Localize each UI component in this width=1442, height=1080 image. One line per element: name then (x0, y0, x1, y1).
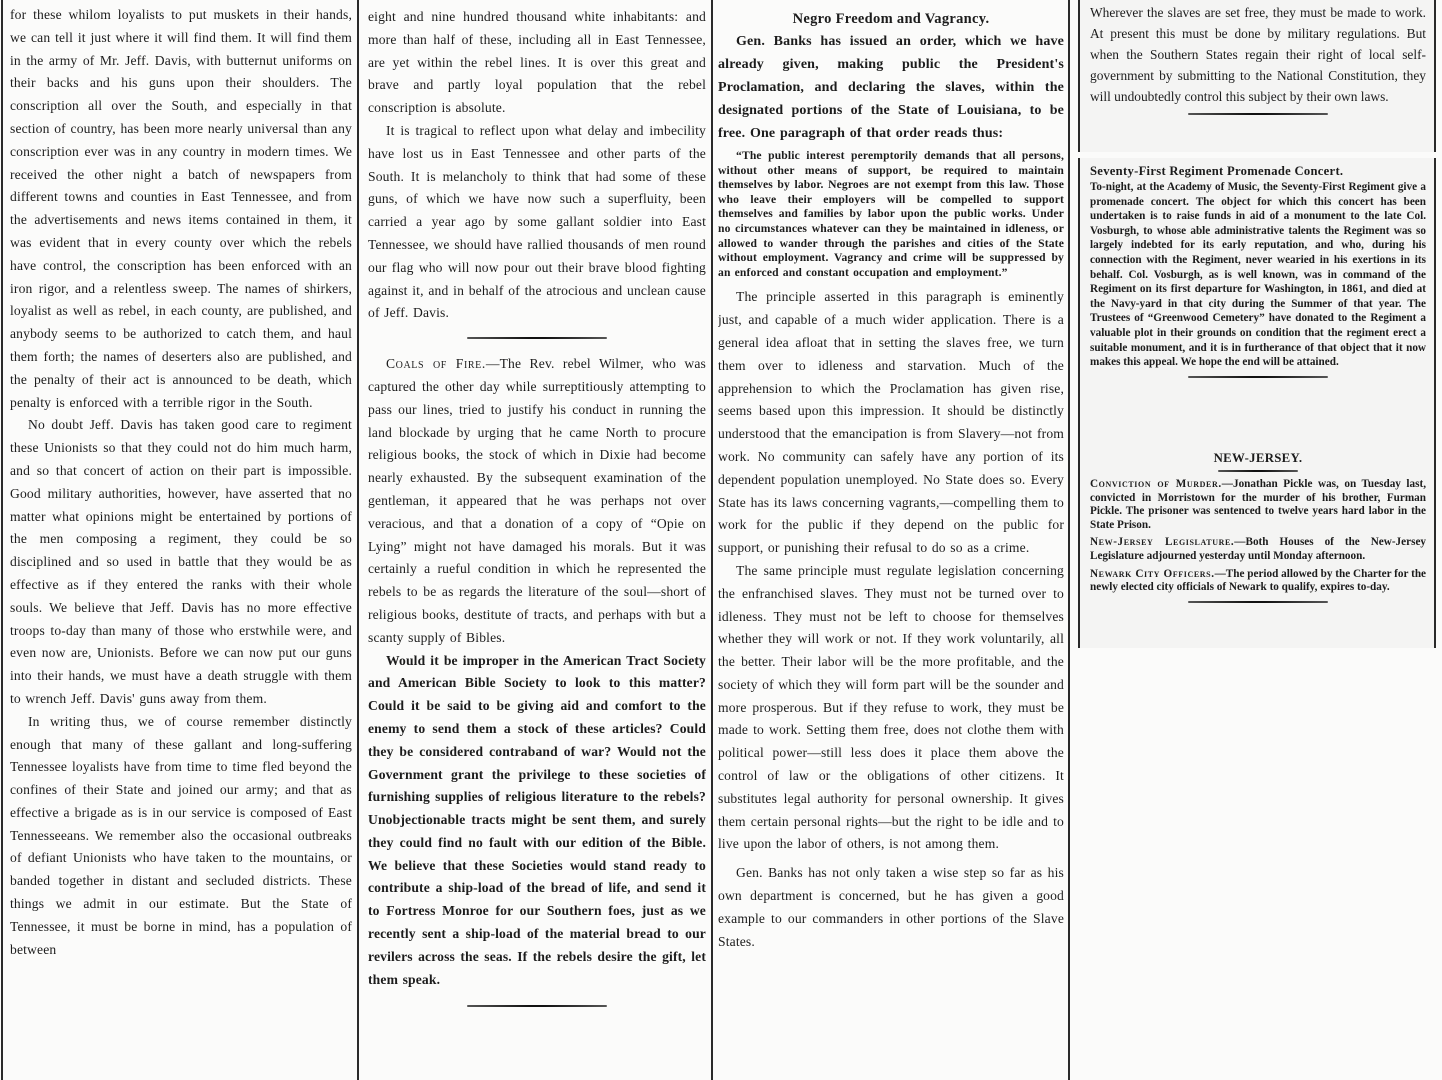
section-divider (467, 337, 607, 339)
section-headline-new-jersey: NEW-JERSEY. (1213, 451, 1303, 465)
column-2 (368, 0, 706, 1080)
item-lead: Conviction of Murder. (1090, 478, 1222, 490)
item-lead: New-Jersey Legislature. (1090, 536, 1235, 549)
paragraph-tract-society: Would it be improper in the American Tract Society and American Bible Society to look to this matter? Could it be said to be giving aid and comfort to the enemy to send them a stock of these articles? Could they be considered contraband of war? Would not the Government grant the privilege to these societies of furnishing supplies of religious literature to the rebels? Unobjectionable tracts might be sent them, and surely they could find no fault with our edition of the Bible. We believe that these Societies would stand ready to contribute a ship-load of the bread of life, and send it to Fortress Monroe for our Southern foes, just as we recently sent a ship-load of the material bread to our revilers across the seas. If the rebels desire the gift, let them speak. (368, 652, 706, 987)
news-item-legislature (1090, 536, 1426, 563)
article-body: —The Rev. rebel Wilmer, who was captured the other day while surreptitiously attempting to pass our lines, tried to justify his conduct in running the land blockade by urging that he came North to procure religious books, the stock of which in Dixie had become nearly exhausted. By the subsequent examination of the gentleman, it appeared that he was perhaps not over veracious, and that a donation of a copy of “Opie on Lying” might not have damaged his morals. But it was certainly a rueful condition in which he represented the rebels to be as regards the literature of the soul—short of religious books, destitute of tracts, and perhaps with but a scanty supply of Bibles. (368, 356, 706, 645)
article-quote: “The public interest peremptorily demands that all persons, without other means of support, be required to maintain themselves by labor. Negroes are not exempt from this law. Those who leave their employers will be compelled to support themselves and families by labor upon the public works. Under no circumstances whatever can they be maintained in idleness, or allowed to wander through the parishes and cities of the State without employment. Vagrancy and crime will be suppressed by an enforced and constant occupation and employment.” (718, 149, 1064, 279)
paragraph: Gen. Banks has not only taken a wise step so far as his own department is concerned, but he has given a good example to our commanders in other portions of the Slave States. (718, 865, 1064, 949)
column-rule-2-3 (711, 0, 713, 1080)
article-coals-of-fire (368, 353, 706, 649)
column-rule-left (1, 0, 3, 1080)
paragraph: No doubt Jeff. Davis has taken good care to regiment these Unionists so that they could not do him much harm, and so that concert of action on their part is impossible. Good military authorities, however, have asserted that no matter what opinions might be entertained by portions of the men composing a regiment, they could be so disciplined and so used in battle that they would be as effective as if they entered the ranks with their whole souls. We believe that Jeff. Davis has no more effective troops to-day than many of those who erstwhile were, and even now are, Unionists. Before we can now put our guns into their hands, we must have a death struggle with them to wrench Jeff. Davis' guns away from them. (10, 417, 352, 706)
item-body: —The period allowed by the Charter for the newly elected city officials of Newark to qualify, expires to-day. (1090, 567, 1427, 594)
clipping-continuation (1078, 0, 1436, 152)
paragraph: Wherever the slaves are set free, they must be made to work. At present this must be done by military regulations. But when the Southern States regain their right of local self-government by submitting to the National Constitution, they will undoubtedly control this subject by their own laws. (1090, 5, 1426, 104)
article-headline: Negro Freedom and Vagrancy. (792, 11, 990, 27)
article-headline: Seventy-First Regiment Promenade Concert. (1090, 164, 1344, 178)
news-item-conviction (1090, 478, 1426, 532)
item-body: —Both Houses of the New-Jersey Legislature adjourned yesterday until Monday afternoon. (1090, 536, 1426, 562)
article-lead: Coals of Fire. (386, 356, 486, 372)
paragraph: The same principle must regulate legislation concerning the enfranchised slaves. They must not be turned over to idleness. They must not be left to choose for themselves whether they will work or not. If they work voluntarily, all the better. Their labor will be the more profitable, and the society of which they will form part will be the sounder and more prosperous. But if they refuse to work, they must be made to work. Setting them free, does not clothe them with political power—still less does it place them above the control of law or the obligations of other citizens. It substitutes legal authority for personal ownership. It gives them certain personal rights—but the right to be idle and to live upon the labor of others, is not among them. (718, 562, 1064, 852)
news-item-newark (1090, 568, 1426, 595)
clipping-concert (1078, 158, 1436, 448)
article-intro: Gen. Banks has issued an order, which we have already given, making public the President's Proclamation, and declaring the slaves, within the designated portions of the State of Louisiana, to be free. One paragraph of that order reads thus: (718, 34, 1064, 141)
paragraph: In writing thus, we of course remember distinctly enough that many of these gallant and long-suffering Tennessee loyalists have from time to time fled beyond the confines of their State and joined our army; and that as effective a brigade as is in our service is composed of East Tennesseeans. We remember also the occasional outbreaks of defiant Unionists who have taken to the mountains, or banded together in distant and secluded districts. These things we admit in our estimate. But the State of Tennessee, it must be borne in mind, has a population of between (10, 713, 352, 957)
section-divider (1188, 376, 1328, 378)
clipping-new-jersey (1078, 448, 1436, 648)
section-divider (1188, 601, 1328, 603)
column-3-article-negro-freedom (718, 0, 1064, 1080)
column-rule-1-2 (357, 0, 359, 1080)
paragraph: The principle asserted in this paragraph is eminently just, and capable of a much wider application. There is a general idea afloat that in setting the slaves free, we turn them over to idleness and starvation. Much of the apprehension to which the Proclamation has given rise, seems based upon this impression. It should be distinctly understood that the emancipation is from Slavery—not from work. No community can safely have any portion of its dependent population unemployed. No State does so. Every State has its laws concerning vagrants,—compelling them to work for the public if they depend on the public for support, or punishing their refusal to do so as a crime. (718, 289, 1064, 556)
section-divider (1188, 113, 1328, 115)
paragraph: It is tragical to reflect upon what delay and imbecility have lost us in East Tennessee and other parts of the South. It is melancholy to think that had some of these guns, of which we have now such a superfluity, been carried a year ago by some gallant soldier into East Tennessee, we should have rallied thousands of men round our flag who will now pour out their brave blood fighting against it, and in behalf of the atrocious and unclean cause of Jeff. Davis. (368, 122, 706, 321)
section-divider (1218, 470, 1298, 472)
item-lead: Newark City Officers. (1090, 567, 1215, 580)
column-1-article-conscription (10, 0, 352, 1080)
column-rule-3-4 (1068, 0, 1070, 1080)
paragraph: eight and nine hundred thousand white inhabitants: and more than half of these, including all in East Tennessee, are yet within the rebel lines. It is over this great and brave and partly loyal population that the rebel conscription is absolute. (368, 9, 706, 116)
section-divider (467, 1005, 607, 1007)
item-body: —Jonathan Pickle was, on Tuesday last, convicted in Morristown for the murder of his brother, Furman Pickle. The prisoner was sentenced to twelve years hard labor in the State Prison. (1090, 478, 1426, 531)
paragraph: for these whilom loyalists to put muskets in their hands, we can tell it just where it will find them. It will find them in the army of Mr. Jeff. Davis, with butternut uniforms on their backs and his guns upon their shoulders. The conscription all over the South, and especially in that section of country, has been more nearly universal than any conscription ever was in any country in modern times. We received the other night a batch of newspapers from different towns and counties in East Tennessee, and from the advertisements and news items contained in them, it was evident that in every county over which the rebels have control, the conscription has been enforced with an iron rigor, and a relentless sweep. The names of shirkers, loyalist as well as rebel, in each county, are published, and anybody seems to be authorized to catch them, and haul them forth; the names of deserters also are published, and the penalty of their act is announced to be death, which penalty is enforced with a terrible rigor in the South. (10, 7, 352, 410)
article-body: To-night, at the Academy of Music, the Seventy-First Regiment give a promenade concert. The object for which this concert has been undertaken is to raise funds in aid of a monument to the late Col. Vosburgh, to whose able administrative talents the Regiment was so largely indebted for its early reputation, and who, during his connection with the Regiment, never wearied in his exertions in its behalf. Col. Vosburgh, as is well known, was in command of the Regiment on its first departure for Washington, in 1861, and died at the Navy-yard in that city during the Summer of that year. The Trustees of “Greenwood Cemetery” have donated to the Regiment a valuable plot in their grounds on condition that the regiment erect a suitable monument, and it is in furtherance of that object that it now makes this appeal. We hope the end will be attained. (1090, 181, 1426, 369)
